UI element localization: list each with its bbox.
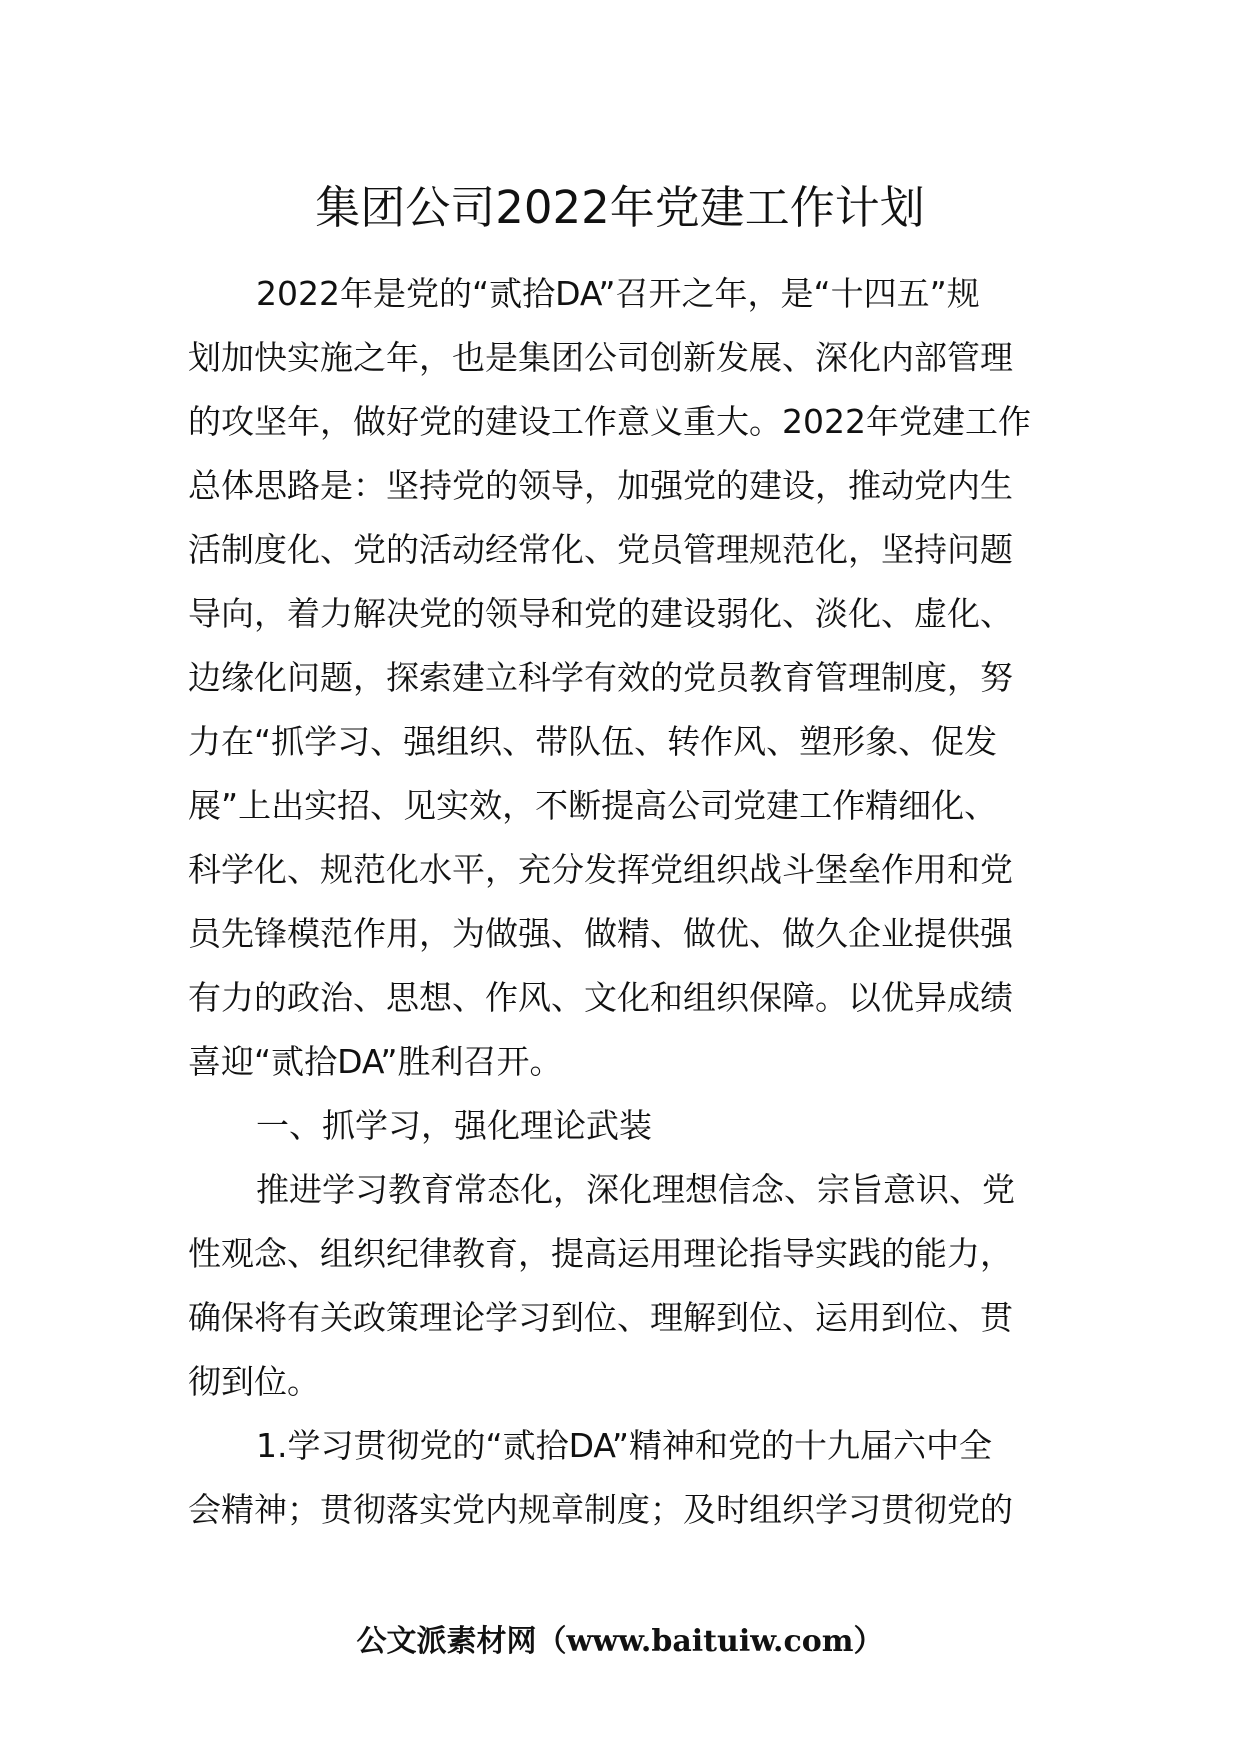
paragraph-line: 划加快实施之年，也是集团公司创新发展、深化内部管理 xyxy=(188,338,1013,377)
section-heading: 一、抓学习，强化理论武装 xyxy=(256,1106,652,1145)
paragraph-line: 展”上出实招、见实效，不断提高公司党建工作精细化、 xyxy=(188,786,998,825)
paragraph-line: 员先锋模范作用，为做强、做精、做优、做久企业提供强 xyxy=(188,914,1013,953)
paragraph-line: 总体思路是：坚持党的领导，加强党的建设，推动党内生 xyxy=(188,466,1013,505)
paragraph-line: 导向，着力解决党的领导和党的建设弱化、淡化、虚化、 xyxy=(188,594,1013,633)
list-item-line: 会精神；贯彻落实党内规章制度；及时组织学习贯彻党的 xyxy=(188,1490,1013,1529)
footer-watermark: 公文派素材网（www.baituiw.com） xyxy=(356,1624,884,1659)
document-body xyxy=(188,262,1060,1542)
document-title: 集团公司2022年党建工作计划 xyxy=(315,181,925,234)
paragraph-line: 科学化、规范化水平，充分发挥党组织战斗堡垒作用和党 xyxy=(188,850,1013,889)
paragraph-line: 2022年是党的“贰拾DA”召开之年，是“十四五”规 xyxy=(256,274,980,313)
paragraph-line: 的攻坚年，做好党的建设工作意义重大。2022年党建工作 xyxy=(188,402,1031,441)
paragraph-line: 喜迎“贰拾DA”胜利召开。 xyxy=(188,1042,563,1081)
paragraph-line: 彻到位。 xyxy=(188,1362,320,1401)
paragraph-line: 性观念、组织纪律教育，提高运用理论指导实践的能力， xyxy=(188,1234,1013,1273)
list-item-line: 1.学习贯彻党的“贰拾DA”精神和党的十九届六中全 xyxy=(256,1426,993,1465)
paragraph-line: 边缘化问题，探索建立科学有效的党员教育管理制度，努 xyxy=(188,658,1013,697)
paragraph-line: 活制度化、党的活动经常化、党员管理规范化，坚持问题 xyxy=(188,530,1013,569)
paragraph-line: 确保将有关政策理论学习到位、理解到位、运用到位、贯 xyxy=(188,1298,1013,1337)
paragraph-line: 力在“抓学习、强组织、带队伍、转作风、塑形象、促发 xyxy=(188,722,998,761)
paragraph-line: 推进学习教育常态化，深化理想信念、宗旨意识、党 xyxy=(256,1170,1015,1209)
paragraph-line: 有力的政治、思想、作风、文化和组织保障。以优异成绩 xyxy=(188,978,1013,1017)
